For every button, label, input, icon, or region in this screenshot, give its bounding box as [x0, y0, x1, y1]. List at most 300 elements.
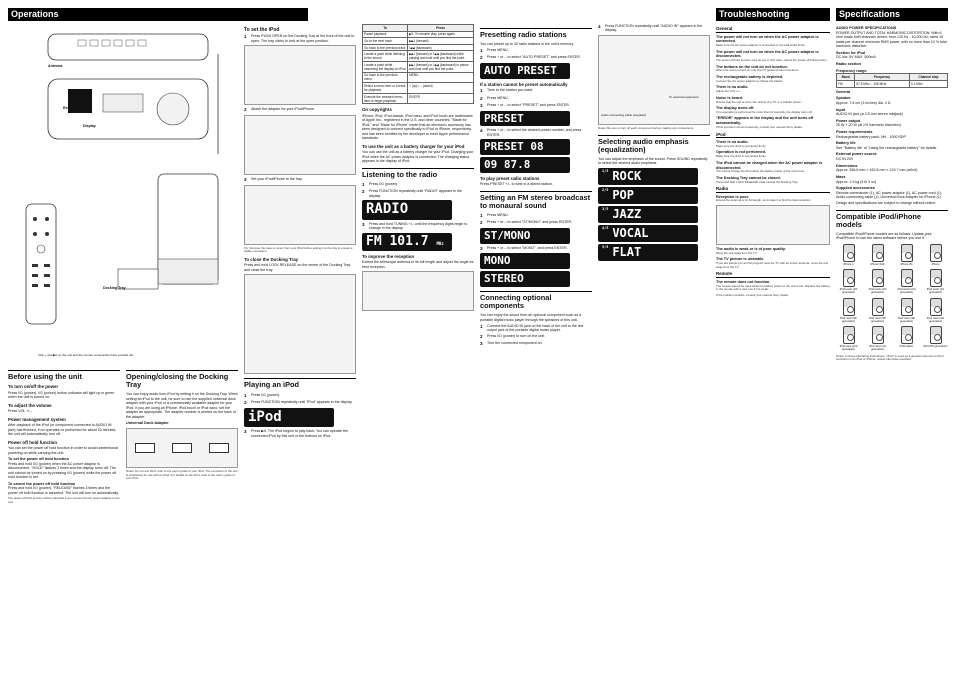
optional-step-4: 4 Press FUNCTION repeatedly until "AUDIO IN" appears in the display.: [598, 24, 710, 33]
ipod-icon: [901, 298, 913, 316]
model-label: iPod nano (1st generation): [869, 345, 886, 352]
step-text: Press MENU.: [487, 48, 509, 53]
improve-reception-title: To improve the reception: [362, 253, 415, 259]
eq-name: VOCAL: [612, 225, 649, 240]
before-using-section-2: [8, 417, 120, 437]
ipod-icon: [930, 326, 942, 344]
manual-step-2: 2 Press MENU.: [480, 95, 509, 101]
before-using-column: [8, 366, 120, 671]
troubleshooting-column: [716, 24, 830, 674]
model-label: iPhone 3GS: [870, 262, 885, 266]
step-text: Press FUNCTION repeatedly until "iPod" appears in the display.: [251, 399, 353, 404]
to-external-label: To external equipment: [669, 94, 699, 99]
lcd-eq-pop: [598, 187, 698, 204]
section-heading: To adjust the volume: [8, 402, 52, 408]
mass-label: Mass: [836, 174, 846, 179]
design-note: Design and specifications are subject to change without notice.: [836, 201, 937, 206]
before-using-section-3: [8, 440, 120, 455]
trouble-heading: The power will not turn on when the AC power adaptor is connected.: [716, 34, 819, 44]
set-step-1: 1 Press PUSH OPEN on the Docking Tray at the front of the unit to open. The tray clicks to lock at the open position.: [244, 34, 355, 43]
before-using-note: The power off hold function will be canceled if you connect the AC power adaptor to the unit.: [8, 495, 120, 504]
trouble-item: [716, 106, 830, 114]
trouble-heading: The display turns off.: [716, 106, 755, 111]
trouble-item: [716, 247, 830, 255]
manual-step-4: 4 Press + or – to select the desired preset number, and press ENTER.: [480, 128, 592, 137]
docking-tray-text: You can enjoy audio from iPod by setting it on the Docking Tray. When setting an iPod to the unit, be sure to use the supplied universal dock adapter with your iPod or a commercially available adapter for your iPod. If you are using an iPhone, iPod touch or iPod nano, set the adapter as appropriate. The adapter number is printed on the back of the adapter.: [126, 392, 238, 419]
controls-column: [362, 24, 474, 674]
model-label: iPhone: [931, 262, 940, 266]
step-text: Press PUSH OPEN on the Docking Tray at the front of the unit to open. The tray clicks to lock at the open position.: [251, 34, 355, 43]
trouble-item: [716, 150, 830, 158]
table-cell: I◀◀ (backward): [408, 44, 474, 51]
mono-step-1: 1 Press MENU.: [480, 213, 509, 219]
troubleshooting-title: Troubleshooting: [719, 9, 790, 19]
table-row: [837, 80, 948, 87]
trouble-text: Extend the antenna to its full length, and rotate it to find the best reception.: [716, 198, 812, 203]
table-cell: Go to the next track: [363, 38, 408, 45]
set-ipod-column: [244, 24, 356, 674]
step-text: Press I/⏻ (power).: [369, 181, 399, 186]
adapter-figure: [126, 428, 238, 468]
frequency-table: [836, 73, 948, 87]
lcd-preset: PRESET: [480, 111, 570, 127]
manual-preset-title: If a station cannot be preset automatically: [480, 81, 568, 87]
model-item: [894, 269, 919, 294]
before-using-title: Before using the unit: [8, 370, 120, 381]
audio-spec-title: AUDIO POWER SPECIFICATIONS: [836, 26, 897, 30]
trouble-item: [716, 96, 830, 104]
adapter-label: Universal Dock Adapter: [126, 421, 169, 426]
trouble-text: Adjust the VOL +/–.: [716, 89, 742, 94]
eq-number: 5/5: [602, 244, 609, 249]
table-header: To: [363, 25, 408, 32]
play-preset-text: Press PRESET +/– to tune in a stored station.: [480, 182, 553, 187]
table-row: [363, 83, 474, 94]
manual-step-3: 3 Press + or – to select "PRESET" and press ENTER.: [480, 102, 570, 108]
model-label: iPod touch (3rd generation): [868, 288, 887, 295]
mono-step-3: 3 Press + or – to select "MONO", and press ENTER.: [480, 245, 568, 251]
troubleshooting-header: [716, 8, 830, 21]
ipod-section-title: Section for iPod: [836, 50, 866, 55]
lcd-mono: MONO: [480, 253, 570, 269]
set-step-2: 2 Attach the adapter for your iPod/iPhone.: [244, 107, 315, 113]
model-item: [894, 298, 919, 323]
table-row: [363, 93, 474, 104]
eq-number: 3/5: [602, 206, 609, 211]
preset-step-1: 1 Press MENU.: [480, 48, 509, 54]
model-label: iPod nano (4th generation): [898, 316, 915, 323]
lcd-frequency-unit: MHz: [436, 240, 444, 246]
trouble-heading: The TV picture is unstable.: [716, 257, 765, 262]
trouble-footer: If the problem persists, consult your nearest Sony dealer.: [716, 292, 789, 297]
table-cell: + (up) / – (down): [408, 83, 474, 94]
display-label: Display: [83, 124, 96, 128]
ipod-icon: [901, 244, 913, 262]
trouble-heading: The iPod cannot be charged when the AC power adaptor is disconnected.: [716, 160, 823, 170]
before-using-section-5: [8, 482, 120, 496]
step-text: Press MENU.: [487, 95, 509, 100]
step-text: Press + or – to select "ST/MONO" and press ENTER.: [487, 220, 573, 225]
eq-name: FLAT: [612, 244, 642, 259]
model-item: [894, 244, 919, 266]
table-cell: Go back to the previous track: [363, 44, 408, 51]
mono-title: Setting an FM stereo broadcast to monaural sound: [480, 192, 591, 210]
trouble-text: Make sure the AC power adaptor is connected to the wall outlet firmly.: [716, 42, 806, 47]
table-row: [363, 31, 474, 38]
trouble-text: Press and hold LOCK RELEASE while closing the Docking Tray.: [716, 179, 799, 184]
step-text: Press FUNCTION repeatedly until "AUDIO IN" appears in the display.: [605, 24, 703, 33]
table-header: Frequency: [855, 74, 910, 81]
section-text: You can set the power off hold function in order to avoid unintentional powering on while carrying the unit.: [8, 446, 118, 455]
optional-components-text: You can enjoy the sound from an optional component such as a portable digital music player through the speakers of this unit.: [480, 313, 582, 322]
trouble-item: [716, 116, 830, 129]
trouble-item: [716, 280, 830, 292]
model-item: [923, 326, 948, 351]
model-label: iPod nano (5th generation): [869, 316, 886, 323]
connection-notes: Notes: Be sure to turn off each component before making any connections.: [598, 125, 694, 130]
trouble-text: Connect the AC power adaptor to charge the battery.: [716, 78, 784, 83]
docking-tray-label: Docking Tray: [103, 286, 126, 290]
eq-number: 4/5: [602, 225, 609, 230]
step-text: Press MENU.: [487, 213, 509, 218]
speaker-value: Approx. 7.8 cm (3 inches) dia. 4 Ω: [836, 101, 891, 106]
step-text: Press FUNCTION repeatedly until "RADIO" appears in the display.: [369, 189, 462, 198]
ext-power-label: External power source: [836, 152, 877, 157]
table-row: [363, 44, 474, 51]
table-row: [363, 61, 474, 72]
docking-tray-notes: Notes: Do not use iPod, refer to the user's guide of your iPod. The connector of the unit is exclusively for use with an iPod. For details on the iPod, refer to the user's guide of your iPod.: [126, 468, 238, 481]
improve-reception-text: Extend the telescopic antenna to its full length and adjust the angle for best reception.: [362, 260, 474, 269]
preset-text: You can preset up to 20 radio stations in the unit's memory.: [480, 42, 574, 47]
lcd-auto-preset: AUTO PRESET: [480, 63, 570, 79]
diagram-caption: VOL + and ▶II on the unit and the remote commander have a tactile dot.: [38, 353, 135, 357]
table-header: Channel step: [909, 74, 947, 81]
table-header: Band: [837, 74, 855, 81]
power-output-label: Power output: [836, 118, 861, 123]
trouble-text: If no operation is performed for more than 10 seconds, the display turns off.: [716, 109, 813, 114]
power-output-value: 20 W + 20 W (at 1% harmonic distortion): [836, 123, 901, 128]
compatible-title: Compatible iPod/iPhone models: [836, 210, 948, 229]
ipod-icon: [843, 244, 855, 262]
table-cell: FM: [837, 80, 855, 87]
trouble-heading: Noise is heard.: [716, 95, 744, 100]
eq-name: POP: [612, 187, 635, 202]
general-spec-title: General: [836, 89, 851, 94]
trouble-heading: The Docking Tray cannot be closed.: [716, 175, 781, 180]
section-heading: To set the power off hold function: [8, 457, 69, 462]
close-tray-title: To close the Docking Tray: [244, 256, 299, 262]
table-header-row: [363, 25, 474, 32]
trouble-item: [716, 50, 830, 63]
docking-tray-column: [126, 366, 238, 671]
radio-title: Listening to the radio: [362, 168, 474, 179]
trouble-heading: Operation is not performed.: [716, 150, 766, 155]
play-preset-title: To play preset radio stations: [480, 175, 540, 181]
model-label: iPhone 3G: [900, 262, 913, 266]
step-text: Tune to the station you want.: [487, 88, 534, 93]
close-tray-figure: [244, 274, 356, 374]
section-text: Press and hold I/⏻ (power). "RELEASE" flashes 3 times and the power off hold function is canceled. The unit will turn on automatically.: [8, 486, 119, 495]
ipod-section-value: DC out: 5V MAX. 500mA: [836, 55, 876, 60]
step-text: Set your iPod/iPhone to the tray.: [251, 176, 303, 181]
mono-step-2: 2 Press + or – to select "ST/MONO" and press ENTER.: [480, 220, 573, 226]
compatible-models-grid: [836, 244, 948, 352]
eq-text: You can adjust the emphasis of the sound. Press SOUND repeatedly to select the desired audio emphasis.: [598, 156, 708, 166]
optional-step-2: 2 Press I/⏻ (power) to turn on the unit.: [480, 334, 546, 340]
eq-title: Selecting audio emphasis (equalization): [598, 135, 710, 154]
model-label: iPod (5th generation): [923, 345, 948, 349]
trouble-text: The remote cannot be used while the battery power of the unit is low. Replace the battery in the remote with a new one if it is weak.: [716, 283, 830, 292]
trouble-item: [716, 195, 830, 203]
freq-range-title: Frequency range: [836, 68, 867, 73]
trouble-heading: Reception is poor.: [716, 194, 749, 199]
trouble-text: The power off hold function may be set. In this case, cancel the power off hold function.: [716, 58, 828, 63]
ipod-icon: [901, 269, 913, 287]
section-text: Press and hold I/⏻ (power) when the AC power adaptor is disconnected. "HOLD" flashes 3 times and the display turns off. The unit cannot be turned on by pressing I/⏻ (power) while the power off hold function is set.: [8, 461, 117, 480]
ipod-icon: [930, 298, 942, 316]
trouble-item: [716, 35, 830, 48]
ipod-icon: [843, 269, 855, 287]
adapter-drawing: [135, 443, 155, 453]
adapter-drawing: [209, 443, 229, 453]
set-tip: Tip: Remove the case or cover from your iPod before setting it to the tray to ensure a stable connection.: [244, 245, 353, 254]
trouble-item: [716, 75, 830, 83]
table-cell: MENU: [408, 72, 474, 83]
audio-connection-figure: [598, 35, 710, 125]
trouble-text: If you are listening to an FM program near the TV with an indoor antenna, move the unit away from the TV.: [716, 261, 829, 269]
lcd-preset-08: PRESET 08: [480, 139, 570, 155]
step-text: Press + or – to select "AUTO PRESET" and press ENTER.: [487, 55, 581, 60]
table-cell: ▶▶I (forward) or I◀◀ (backward) while playing and hold until you find the point.: [408, 51, 474, 62]
model-item: [836, 244, 861, 266]
remote-sensor-label: Remote sensor: [63, 106, 89, 110]
trouble-text: Make sure the iPod is connected firmly.: [716, 143, 767, 148]
operations-title: Operations: [11, 9, 59, 19]
remote-commander-drawing: [26, 204, 56, 324]
step-text: Connect the AUDIO IN jack on the back of the unit to the line output jack of the portable digital music player.: [487, 323, 584, 333]
trouble-heading: There is no audio.: [716, 85, 749, 90]
section-heading: To turn on/off the power: [8, 384, 59, 390]
table-cell: 0.1 MHz: [909, 80, 947, 87]
antenna-reception-figure: [716, 205, 830, 245]
radio-step-3: 3 Press and hold TUNING +/– until the frequency digits begin to change in the display.: [362, 222, 474, 231]
lcd-eq-flat: [598, 244, 698, 261]
trouble-item: [716, 176, 830, 184]
model-item: [836, 326, 861, 351]
unit-diagram: [8, 24, 238, 364]
preset-step-2: 2 Press + or – to select "AUTO PRESET" and press ENTER.: [480, 55, 581, 61]
eq-number: 1/5: [602, 168, 609, 173]
antenna-label: Antenna: [48, 64, 63, 68]
close-tray-text: Press and hold LOCK RELEASE on the center of the Docking Tray and close the tray.: [244, 263, 351, 272]
model-item: [923, 298, 948, 323]
trouble-heading: The buttons on the unit do not function.: [716, 64, 788, 69]
model-item: [836, 298, 861, 323]
battery-charger-title: To use the unit as a battery charger for your iPod: [362, 143, 465, 149]
ext-power-value: DC IN 20V: [836, 157, 854, 162]
manual-step-1: 1 Tune to the station you want.: [480, 88, 534, 94]
input-value: AUDIO IN jack (ø 3.5 mm stereo minijack): [836, 112, 903, 117]
playing-ipod-title: Playing an iPod: [244, 378, 356, 389]
attach-adapter-figure: [244, 115, 356, 175]
preset-title: Presetting radio stations: [480, 28, 592, 39]
remote-heading: Remote: [716, 271, 830, 278]
section-heading: Power management system: [8, 416, 66, 422]
battery-life-value: See "Battery life" of "Using the rechargeable battery" for details.: [836, 145, 938, 150]
table-cell: Locate a point while observing the display on iPod: [364, 62, 406, 71]
table-row: [363, 51, 474, 62]
table-cell: 87.5 MHz – 108 MHz: [855, 80, 910, 87]
ipod-icon: [872, 244, 884, 262]
table-header-row: [837, 74, 948, 81]
accessories-label: Supplied accessories: [836, 186, 875, 191]
trouble-heading: The remote does not function.: [716, 279, 771, 284]
step-text: Press I/⏻ (power) to turn on the unit.: [487, 334, 546, 339]
step-text: Turn the connected component on.: [487, 341, 543, 346]
lcd-radio: RADIO: [362, 200, 452, 220]
trouble-text: Move the unit away from the TV.: [716, 250, 758, 255]
table-cell: ▶II. To resume play, press again.: [408, 31, 474, 38]
ipod-icon: [930, 244, 942, 262]
model-item: [865, 244, 890, 266]
unit-top-view: [48, 34, 208, 60]
radio-step-2: 2 Press FUNCTION repeatedly until "RADIO" appears in the display.: [362, 189, 474, 198]
eq-name: ROCK: [612, 168, 642, 183]
step-text: Attach the adapter for your iPod/iPhone.: [251, 107, 315, 112]
ipod-icon: [872, 269, 884, 287]
ipod-icon: [872, 298, 884, 316]
copyright-title: On copyrights: [362, 107, 392, 113]
before-using-section-0: [8, 384, 120, 399]
set-ipod-figure: [244, 185, 356, 245]
lcd-stereo: STEREO: [480, 271, 570, 287]
preset-column: [480, 24, 592, 674]
table-row: [363, 38, 474, 45]
step-text: Press + or – to select "PRESET" and press ENTER.: [487, 102, 570, 107]
audio-cable-label: Audio connecting cable (supplied): [601, 112, 647, 117]
lcd-frequency: [362, 233, 452, 251]
trouble-item: [716, 140, 830, 148]
table-row: [363, 72, 474, 83]
table-header: Press: [408, 25, 474, 32]
lcd-eq-rock: [598, 168, 698, 185]
lcd-frequency-value: FM 101.7: [366, 233, 429, 249]
section-text: Press I/⏻ (power). I/⏻ (power) button indicator will light up in green when the unit is turned on.: [8, 390, 115, 400]
lcd-st-mono: ST/MONO: [480, 228, 570, 244]
compatible-notes: Notes: In these Operating Instructions, "iPod" is used as a general reference to iPod functions on an iPod or iPhone, unless otherwise specified.: [836, 353, 944, 362]
section-text: After playback of the iPod (or component connected to AUDIO IN jack) has finished, if no operation is performed for about 20 minutes, the unit will automatically turn off.: [8, 423, 117, 437]
trouble-heading: "ERROR" appears in the display and the unit turns off automatically.: [716, 116, 814, 126]
lcd-ipod: iPod: [244, 408, 334, 428]
dimensions-value: Approx. 356.6 mm × 162.8 mm × 129.7 mm (w/h/d): [836, 168, 918, 173]
table-cell: Locate a point while listening to the sound: [363, 51, 408, 62]
power-req-label: Power requirements: [836, 129, 873, 134]
step-text: Press ▶II. The iPod begins to play back. You can operate the connected iPod by this unit or the buttons on iPod.: [251, 429, 348, 438]
antenna-figure: [362, 271, 474, 311]
eq-name: JAZZ: [612, 206, 642, 221]
compatible-text: Compatible iPod/iPhone models are as follows. Update your iPod/iPhone to use the latest software before you use it.: [836, 232, 932, 241]
step-text: Press + or – to select "MONO", and press ENTER.: [487, 245, 568, 250]
specifications-column: [836, 24, 948, 674]
before-using-section-1: [8, 403, 120, 414]
unit-illustration-svg: [8, 24, 238, 364]
copyright-text: iPhone, iPod, iPod classic, iPod nano, and iPod touch are trademarks of Apple Inc., registered in the U.S. and other countries. "Made for iPod," and "Made for iPhone" mean that an electronic accessory has been designed to connect specifically to iPod or iPhone, respectively, and has been certified by the developer to meet Apple performance standards.: [362, 113, 473, 141]
table-cell: Select a menu item or a track for playback: [363, 83, 408, 94]
ipod-icon: [930, 269, 942, 287]
eq-number: 2/5: [602, 187, 609, 192]
general-heading: General: [716, 26, 830, 33]
dimensions-label: Dimensions: [836, 163, 858, 168]
ipod-heading: iPod: [716, 132, 830, 139]
model-label: iPhone 4: [843, 262, 854, 266]
controls-table: [362, 24, 474, 104]
model-label: iPod nano (2nd generation): [839, 345, 858, 352]
ipod-icon: [872, 326, 884, 344]
accessories-value: Remote commander (1), AC power adaptor (1), AC power cord (1), Audio connecting cable (1), Universal Dock Adapter for iPhone (1): [836, 190, 943, 200]
model-label: iPod nano (3rd generation): [926, 316, 944, 323]
table-cell: Go back to the previous menu: [363, 72, 408, 83]
trouble-text: If this symptom occurs frequently, consult your nearest Sony dealer.: [716, 124, 803, 129]
model-label: iPod nano (6th generation): [840, 316, 857, 323]
trouble-text: Make sure the iPod is connected firmly.: [716, 154, 767, 159]
battery-life-label: Battery life: [836, 141, 856, 146]
specifications-header: [836, 8, 948, 21]
model-label: iPod touch (4th generation): [839, 288, 858, 295]
model-item: [865, 298, 890, 323]
radio-step-1: 1 Press I/⏻ (power).: [362, 181, 399, 187]
operations-header: [8, 8, 308, 21]
lcd-eq-jazz: [598, 206, 698, 223]
open-tray-figure: [244, 45, 356, 105]
table-cell: Execute the selected menu item or begin playback: [363, 93, 408, 104]
step-text: Press and hold TUNING +/– until the frequency digits begin to change in the display.: [369, 221, 468, 231]
lcd-eq-vocal: [598, 225, 698, 242]
model-item: [923, 244, 948, 266]
speaker-label: Speaker: [836, 96, 851, 101]
specifications-title: Specifications: [839, 9, 901, 19]
optional-components-title: Connecting optional components: [480, 291, 592, 310]
trouble-heading: The power will not turn on when the AC power adaptor is disconnected.: [716, 49, 819, 59]
trouble-text: When the unit is turned off, only the I/⏻ (power) button functions.: [716, 68, 799, 73]
radio-section-title: Radio section: [836, 61, 861, 66]
table-cell: ENTER: [408, 93, 474, 104]
battery-charger-text: You can use the unit as a battery charger for your iPod. Charging your iPod when the AC power adaptor is connected. The charging status appears in the display of iPod.: [362, 150, 474, 164]
display-window: [103, 94, 143, 112]
section-heading: To cancel the power off hold function: [8, 481, 76, 486]
trouble-text: Ensure that the unit is not in the vicinity of a TV or a cellular phone.: [716, 99, 802, 104]
input-label: Input: [836, 107, 846, 112]
optional-step-1: 1 Connect the AUDIO IN jack on the back of the unit to the line output jack of the portable digital music player.: [480, 324, 592, 333]
radio-heading: Radio: [716, 186, 830, 193]
ipod-icon: [843, 298, 855, 316]
section-heading: Power off hold function: [8, 439, 58, 445]
play-step-1: 1 Press I/⏻ (power).: [244, 392, 281, 398]
play-step-3: 3 Press ▶II. The iPod begins to play back. You can operate the connected iPod by this unit or the buttons on iPod.: [244, 429, 356, 438]
table-cell: ▶▶I (forward): [408, 38, 474, 45]
equalization-column: [598, 24, 710, 674]
ipod-icon: [843, 326, 855, 344]
before-using-section-4: [8, 457, 120, 480]
model-item: [923, 269, 948, 294]
section-text: Press VOL +/–.: [8, 409, 33, 414]
docking-tray-title: Opening/closing the Docking Tray: [126, 370, 238, 389]
model-item: [836, 269, 861, 294]
model-item: [865, 326, 890, 351]
adapter-drawing: [172, 443, 192, 453]
trouble-item: [716, 161, 830, 174]
set-step-3: 3 Set your iPod/iPhone to the tray.: [244, 176, 303, 182]
optional-step-3: 3 Turn the connected component on.: [480, 341, 543, 347]
